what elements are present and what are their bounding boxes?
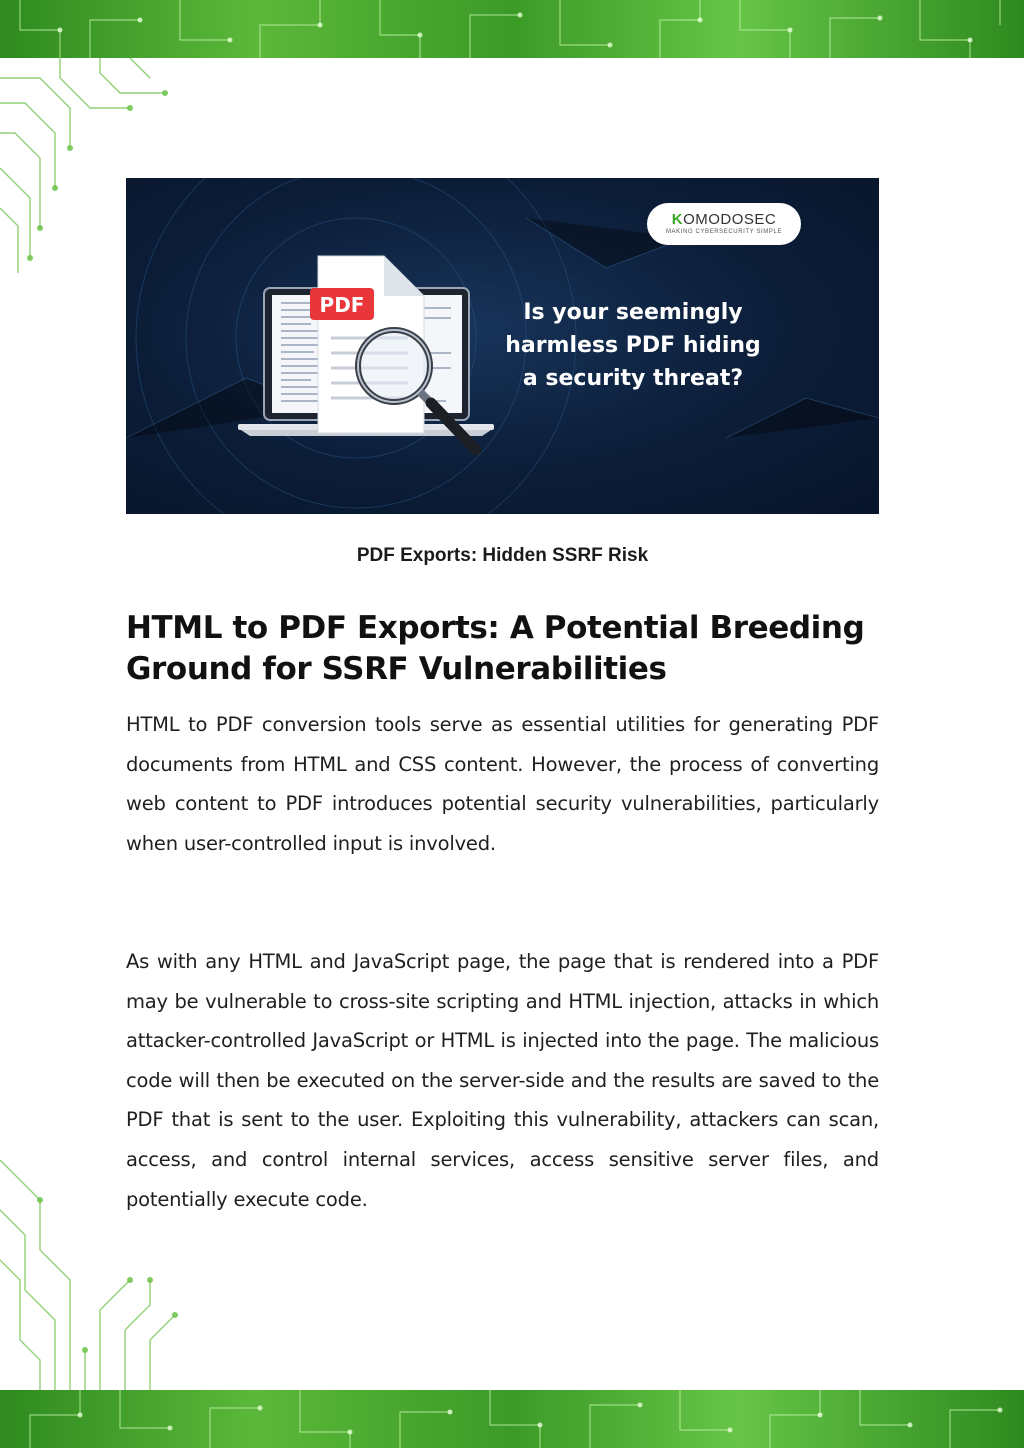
logo-tagline: MAKING CYBERSECURITY SIMPLE (665, 229, 783, 235)
hero-headline-line: Is your seemingly (523, 300, 743, 325)
hero-banner (126, 178, 879, 514)
hero-headline-line: harmless PDF hiding (505, 333, 761, 358)
pdf-label: PDF (319, 293, 365, 317)
komodosec-logo (647, 203, 801, 245)
logo-initial: K (671, 211, 684, 228)
body-paragraph: As with any HTML and JavaScript page, the page that is rendered into a PDF may be vulnerable to cross-site scripting and HTML injection, attacks in which attacker-controlled JavaScript or HTML is injected into the page. The malicious code will then be executed on the server-side and the results are saved to the PDF that is sent to the user. Exploiting this vulnerability, attackers can scan, access, and control internal services, access sensitive server files, and potentially execute code. (126, 950, 879, 1211)
logo-name: OMODOSEC (683, 211, 777, 228)
image-caption: PDF Exports: Hidden SSRF Risk (356, 545, 649, 566)
circuit-pattern-icon (0, 0, 1024, 58)
circuit-pattern-icon (0, 1390, 1024, 1448)
bottom-circuit-band (0, 1390, 1024, 1448)
hero-headline (502, 296, 764, 395)
hero-headline-line: a security threat? (522, 366, 744, 391)
article-title: HTML to PDF Exports: A Potential Breeding Ground for SSRF Vulnerabilities (126, 610, 865, 687)
body-paragraph: HTML to PDF conversion tools serve as essential utilities for generating PDF documents from HTML and CSS content. However, the process of converting web content to PDF introduces potential security vulnerabilities, particularly when user-controlled input is involved. (126, 713, 879, 855)
top-circuit-band (0, 0, 1024, 58)
